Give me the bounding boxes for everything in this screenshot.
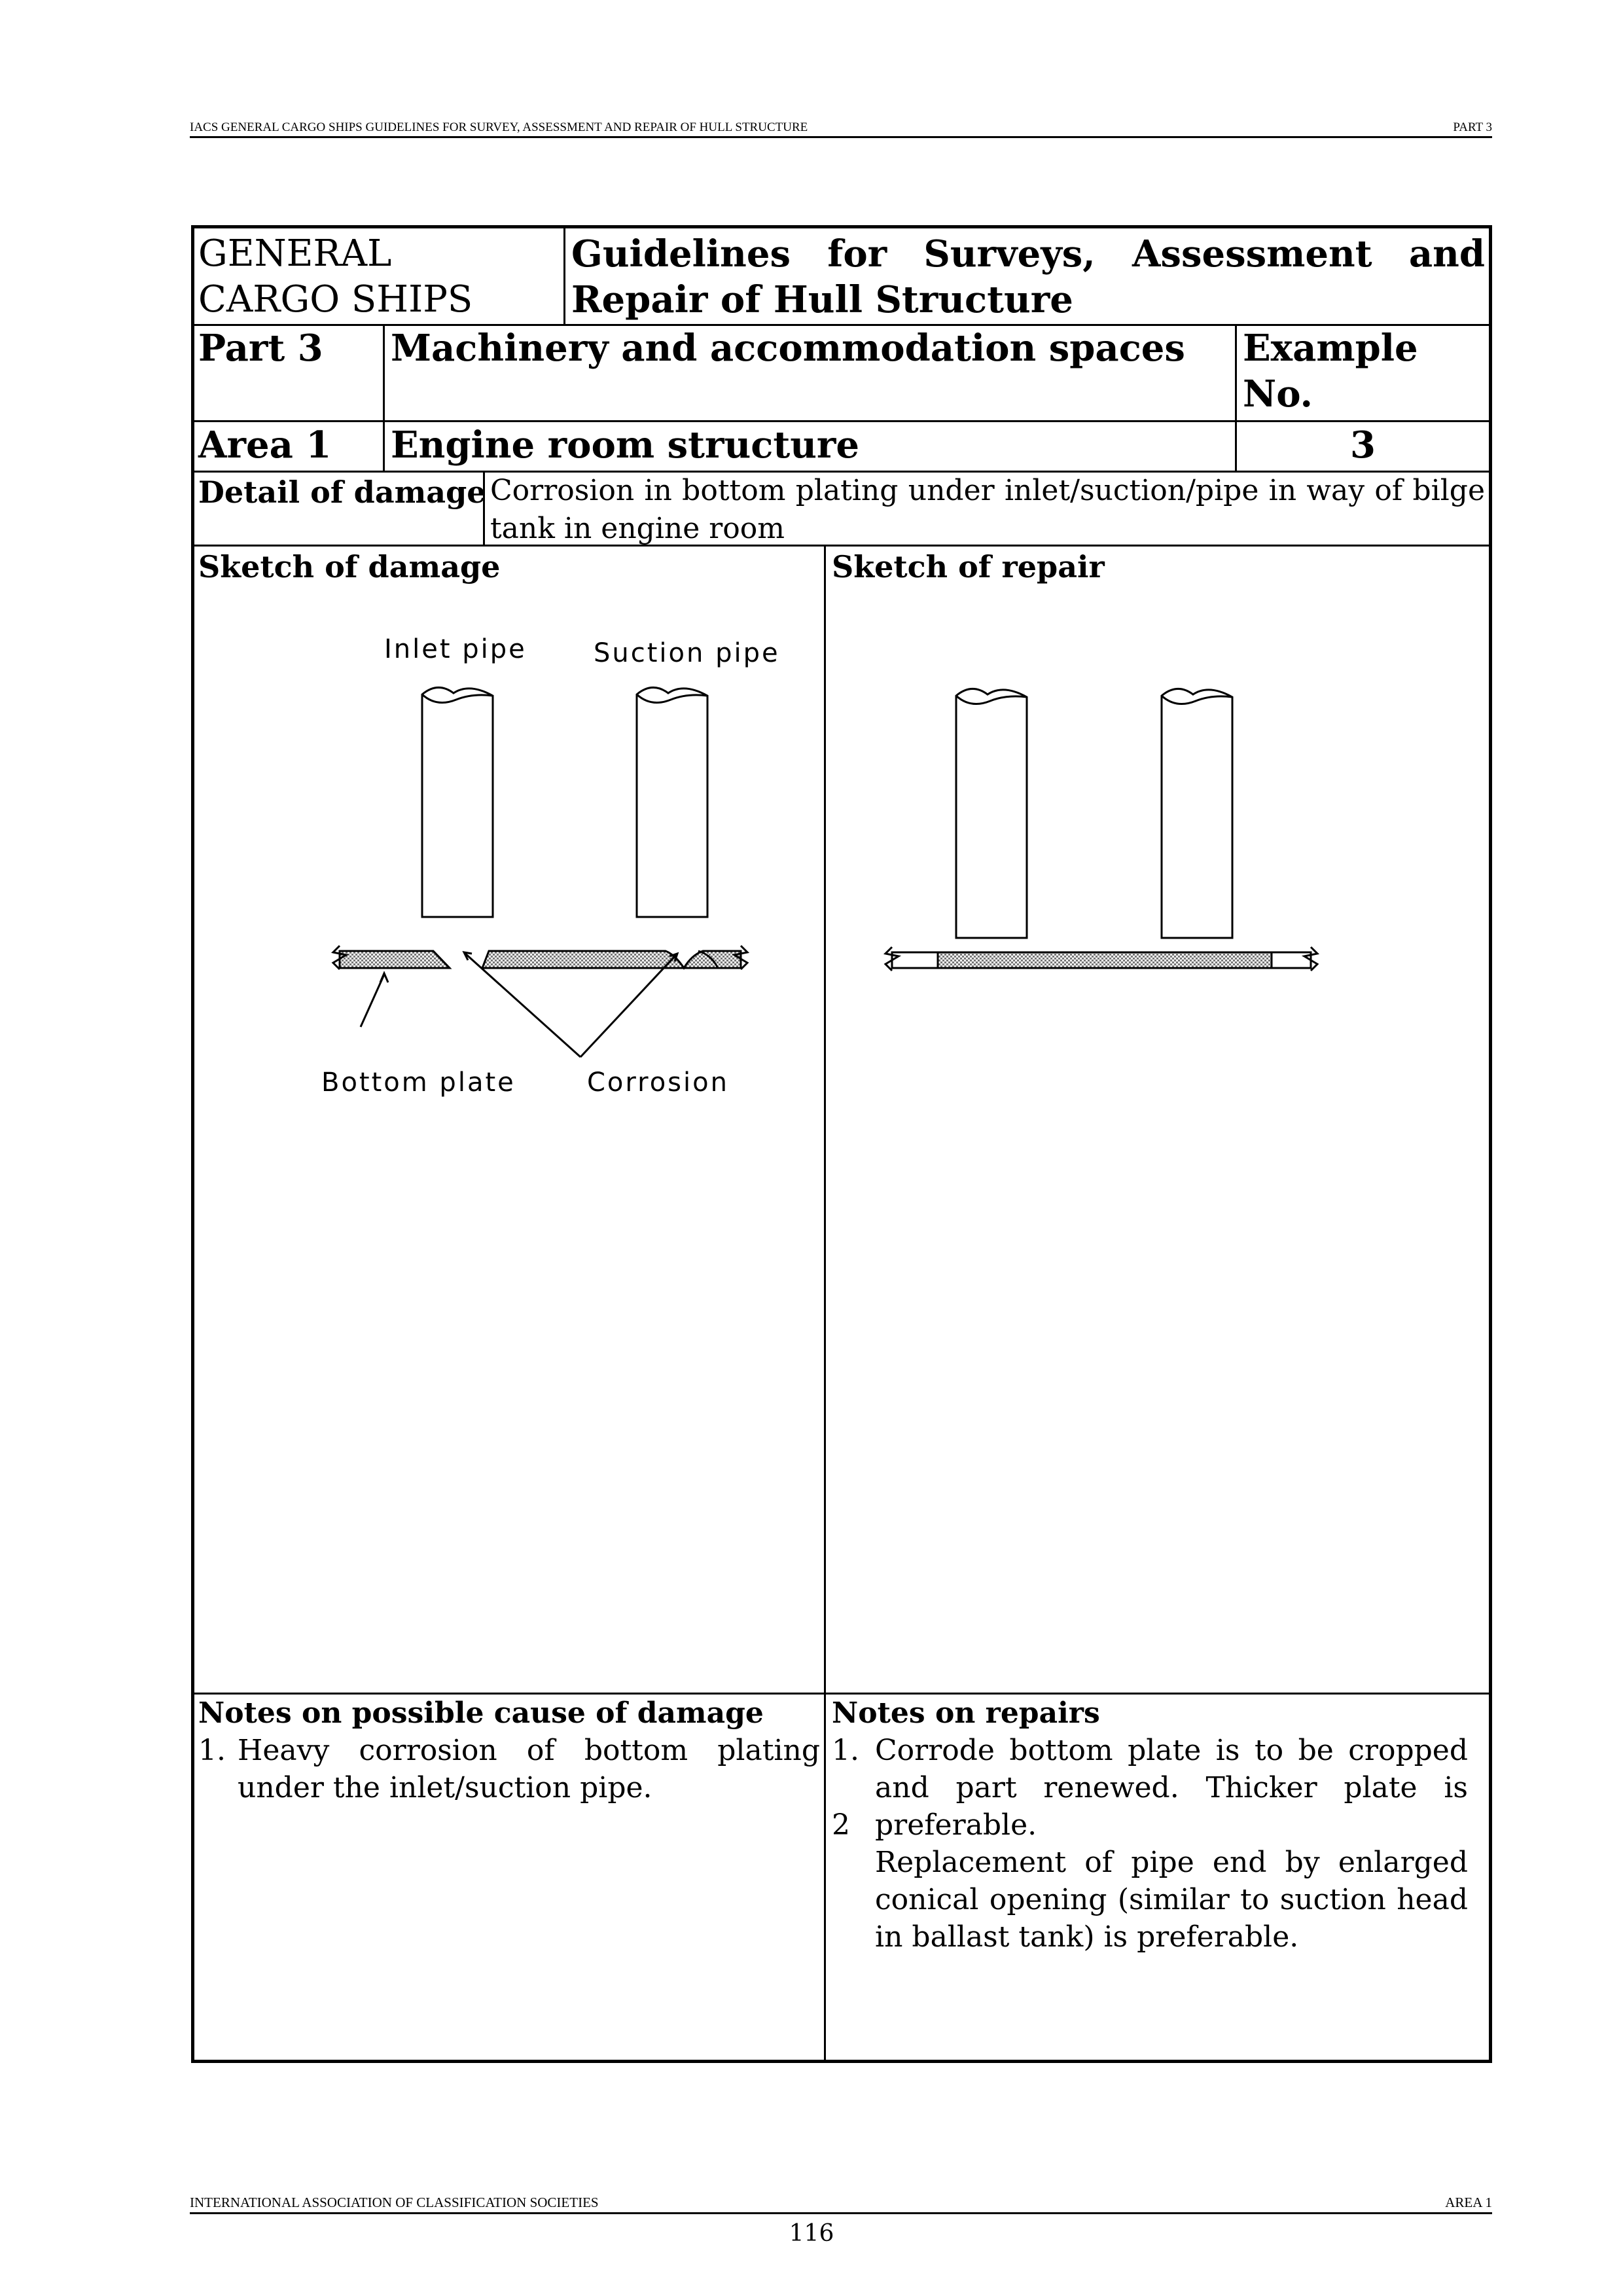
detail-text bbox=[490, 472, 1485, 548]
repair-line: in ballast tank) is preferable. bbox=[875, 1920, 1299, 1954]
footer-organisation: INTERNATIONAL ASSOCIATION OF CLASSIFICATION SOCIETIES bbox=[190, 2195, 599, 2210]
repair-line: preferable. bbox=[875, 1808, 1037, 1842]
damage-sketch bbox=[194, 647, 823, 1079]
running-footer bbox=[190, 2195, 1492, 2214]
area-label: Area 1 bbox=[198, 423, 332, 467]
divider bbox=[563, 228, 565, 326]
repaired-suction-pipe bbox=[1162, 689, 1232, 938]
label-suction-pipe: Suction pipe bbox=[594, 638, 780, 668]
bottom-plate-renewed bbox=[885, 947, 1317, 971]
guidelines-title bbox=[571, 231, 1485, 323]
ship-type-line1: GENERAL bbox=[198, 232, 392, 275]
running-header bbox=[190, 122, 1492, 138]
repair-line: conical opening (similar to suction head bbox=[875, 1883, 1468, 1916]
bottom-plate-damaged bbox=[333, 946, 747, 969]
inlet-pipe bbox=[422, 687, 493, 917]
divider bbox=[383, 324, 385, 473]
sketch-repair-heading: Sketch of repair bbox=[832, 549, 1105, 584]
cause-item-number: 1. bbox=[198, 1734, 226, 1767]
repair-line: Corrode bottom plate is to be cropped bbox=[875, 1734, 1468, 1767]
detail-line1: Corrosion in bottom plating under inlet/suction/pipe in way of bilge bbox=[490, 474, 1485, 507]
detail-line2: tank in engine room bbox=[490, 512, 785, 545]
ship-type-line2: CARGO SHIPS bbox=[198, 278, 473, 321]
repair-line: Replacement of pipe end by enlarged bbox=[875, 1846, 1468, 1879]
damage-sheet bbox=[191, 225, 1492, 2063]
label-bottom-plate: Bottom plate bbox=[321, 1067, 516, 1098]
detail-label: Detail of damage bbox=[198, 475, 486, 510]
repair-line: and part renewed. Thicker plate is bbox=[875, 1771, 1468, 1804]
example-label-line1: Example bbox=[1243, 327, 1418, 370]
example-label-line2: No. bbox=[1243, 372, 1313, 416]
example-number: 3 bbox=[1350, 423, 1376, 467]
divider bbox=[824, 545, 826, 2063]
header-part: PART 3 bbox=[1453, 120, 1492, 134]
notes-repairs-heading: Notes on repairs bbox=[832, 1696, 1100, 1730]
repair-sketch bbox=[827, 647, 1488, 1079]
label-corrosion: Corrosion bbox=[587, 1067, 729, 1098]
cause-item-text bbox=[238, 1732, 820, 1806]
part-label: Part 3 bbox=[198, 327, 323, 370]
example-label bbox=[1243, 325, 1418, 417]
ship-type bbox=[198, 231, 473, 323]
notes-cause-heading: Notes on possible cause of damage bbox=[198, 1696, 764, 1730]
cause-item-line1: Heavy corrosion of bottom plating bbox=[238, 1734, 820, 1767]
page-number: 116 bbox=[789, 2220, 834, 2247]
header-title: IACS GENERAL CARGO SHIPS GUIDELINES FOR SURVEY, ASSESSMENT AND REPAIR OF HULL STRUCTURE bbox=[190, 120, 808, 134]
footer-area: AREA 1 bbox=[1445, 2195, 1492, 2210]
repair-notes-text bbox=[875, 1732, 1468, 1956]
repaired-inlet-pipe bbox=[956, 689, 1027, 938]
sketch-damage-heading: Sketch of damage bbox=[198, 549, 501, 584]
guidelines-line1: Guidelines for Surveys, Assessment and bbox=[571, 232, 1485, 276]
suction-pipe bbox=[637, 687, 707, 917]
repair-item-number-2: 2 bbox=[832, 1808, 850, 1842]
label-inlet-pipe: Inlet pipe bbox=[384, 634, 527, 664]
area-title: Engine room structure bbox=[391, 423, 860, 467]
part-title: Machinery and accommodation spaces bbox=[391, 327, 1185, 370]
cause-item-line2: under the inlet/suction pipe. bbox=[238, 1771, 652, 1804]
repair-item-number-1: 1. bbox=[832, 1734, 859, 1767]
guidelines-line2: Repair of Hull Structure bbox=[571, 278, 1073, 321]
